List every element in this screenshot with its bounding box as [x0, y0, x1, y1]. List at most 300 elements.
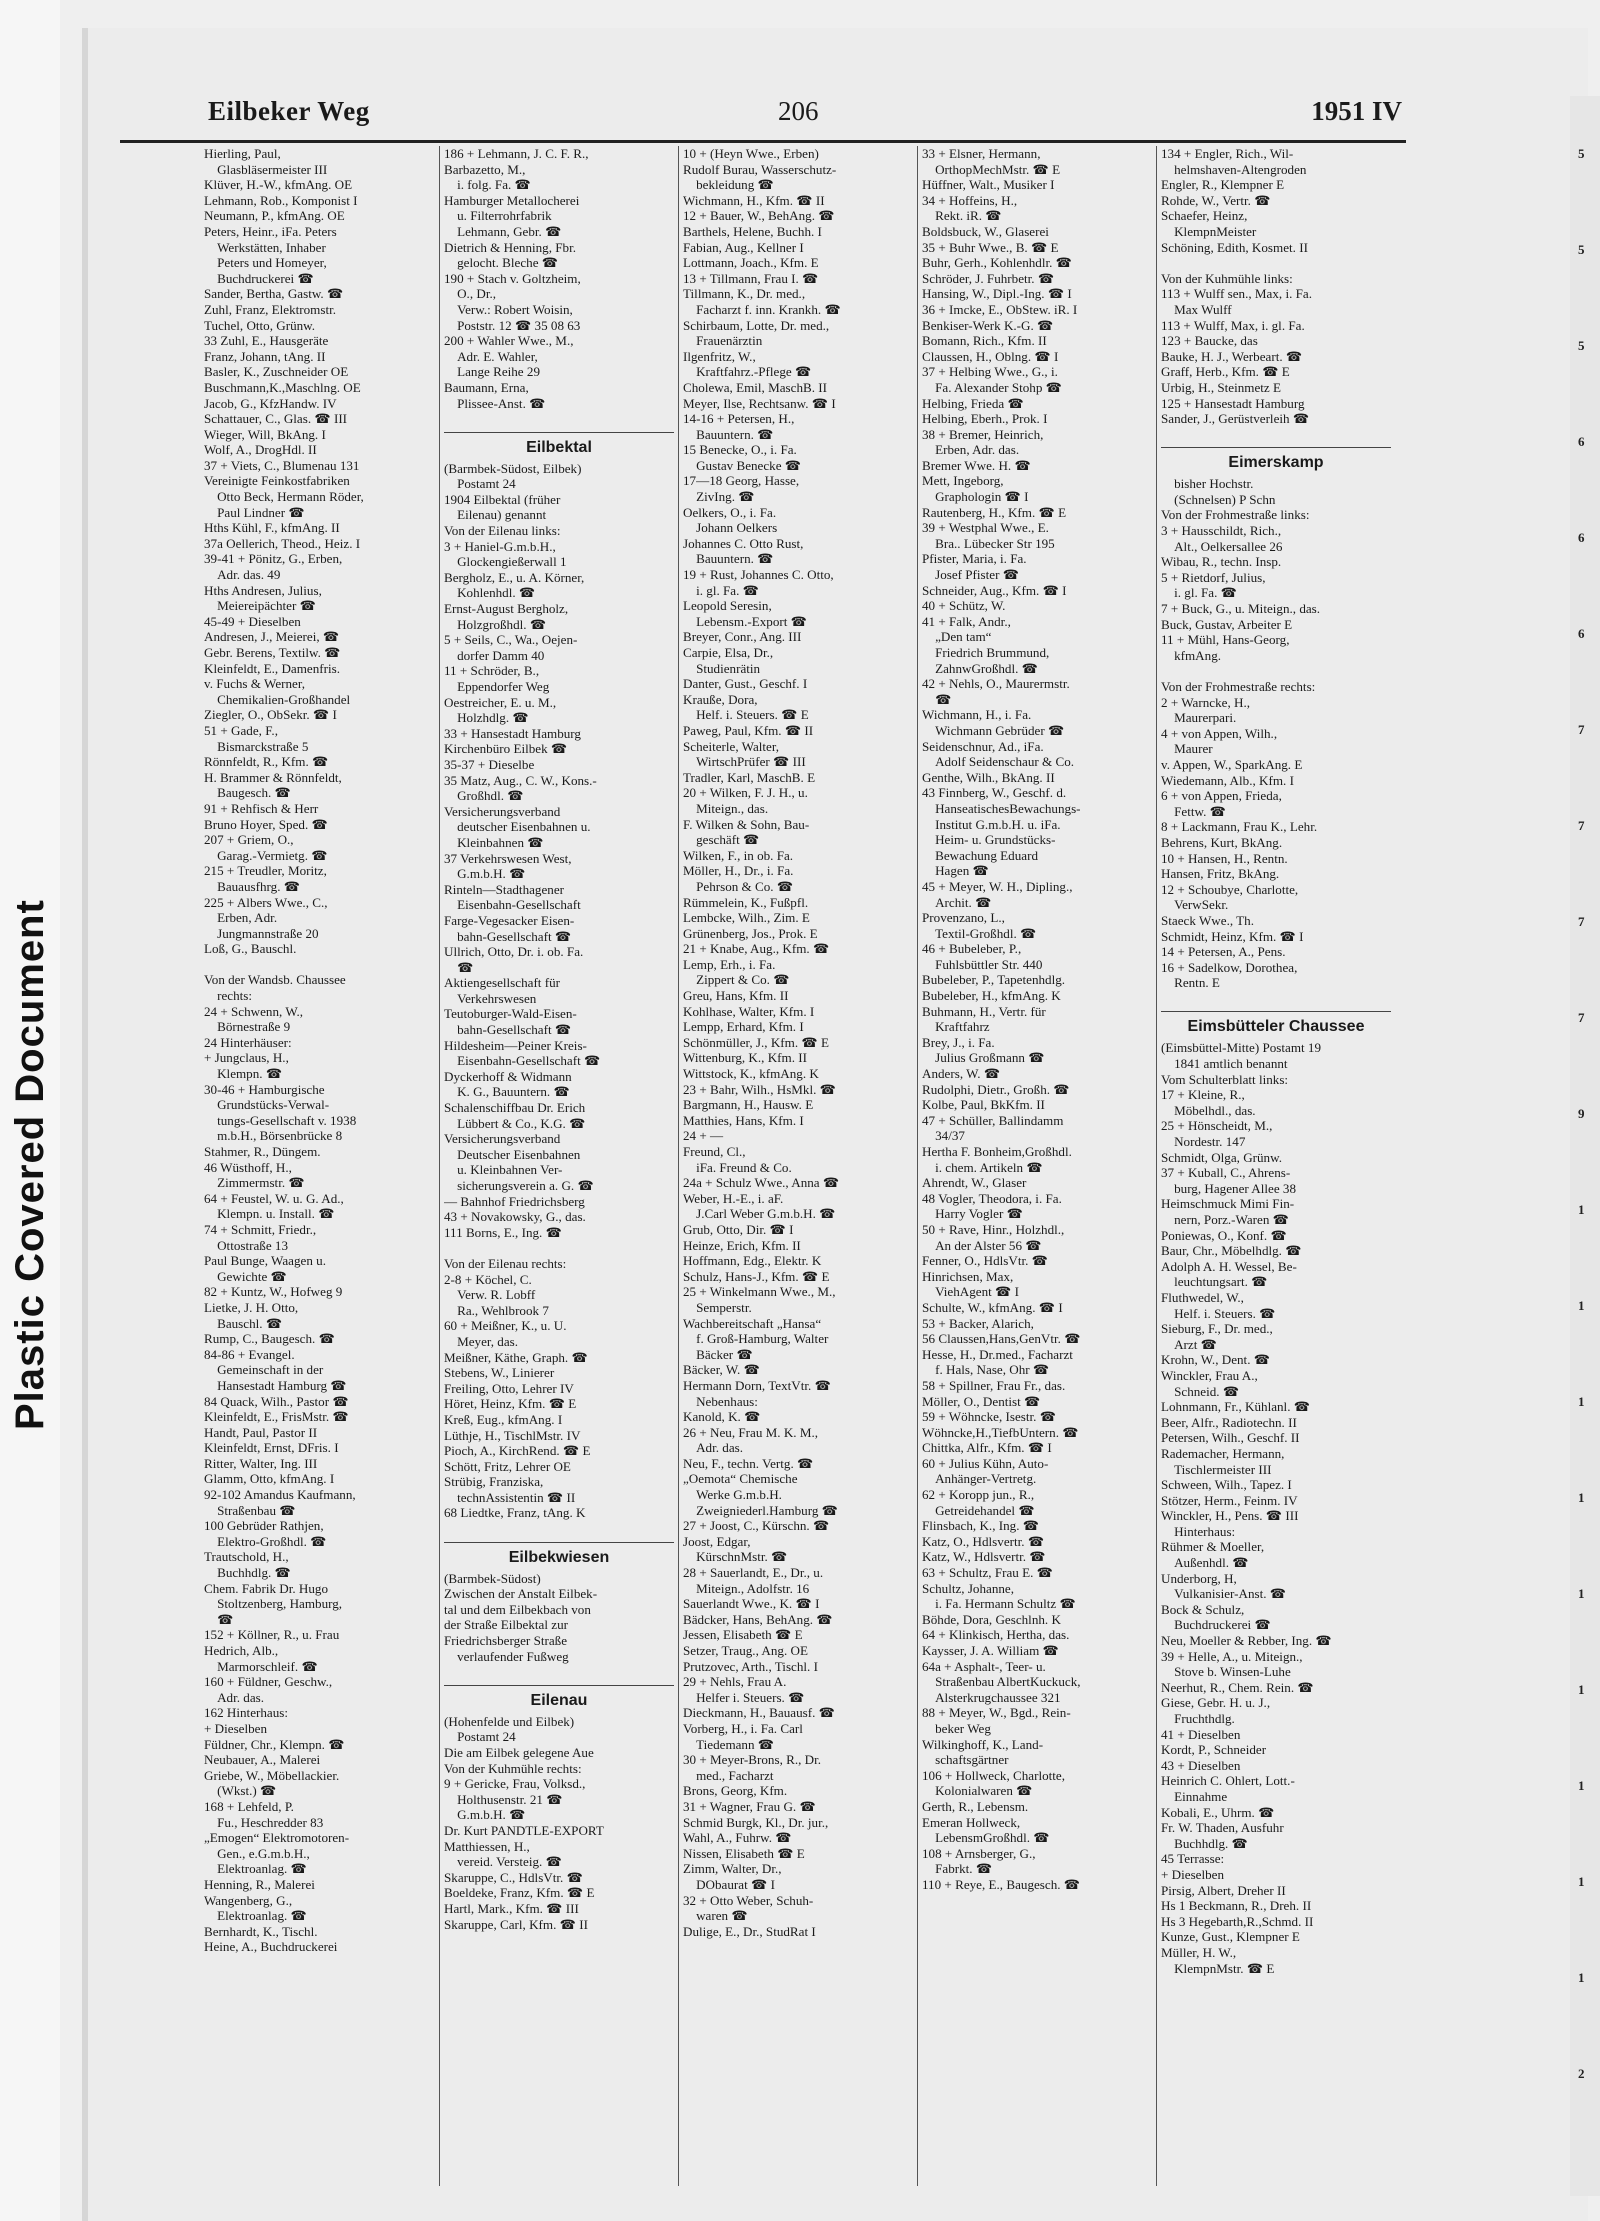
directory-entry-line: Lohnmann, Fr., Kühlanl. ☎	[1161, 1399, 1311, 1415]
directory-entry-line: Boldsbuck, W., Glaserei	[922, 223, 1049, 239]
directory-entry-line: 134 + Engler, Rich., Wil-	[1161, 146, 1294, 161]
directory-entry-line: ☎	[444, 959, 474, 975]
directory-entry-line: Werkstätten, Inhaber	[204, 239, 326, 255]
directory-entry-line: Schultz, Johanne,	[922, 1580, 1015, 1596]
directory-entry-line: Möbelhdl., das.	[1161, 1102, 1256, 1118]
directory-entry-line: Fenner, O., HdlsVtr. ☎	[922, 1253, 1048, 1269]
directory-entry-line: Wieger, Will, BkAng. I	[204, 426, 326, 442]
directory-entry-line: Zwischen der Anstalt Eilbek-	[444, 1586, 598, 1602]
directory-entry-line: Friedrich Brummund,	[922, 645, 1050, 660]
directory-entry-line: 168 + Lehfeld, P.	[204, 1798, 294, 1814]
directory-entry-line: Poniewas, O., Konf. ☎	[1161, 1227, 1287, 1243]
directory-entry-line: Hedrich, Alb.,	[204, 1643, 279, 1658]
directory-entry-line: Buhmann, H., Vertr. für	[922, 1003, 1046, 1019]
directory-entry-line: tal und dem Eilbekbach von	[444, 1601, 591, 1617]
directory-entry-line: Hs 3 Hegebarth,R.,Schmd. II	[1161, 1913, 1314, 1929]
directory-entry-line: Klempn. ☎	[204, 1066, 283, 1082]
directory-entry-line: Elektro-Großhdl. ☎	[204, 1533, 327, 1549]
directory-entry-line: Klempn. u. Install. ☎	[204, 1206, 335, 1222]
directory-entry-line	[204, 957, 435, 973]
directory-entry-line: Ottostraße 13	[204, 1237, 289, 1253]
directory-entry-line: DObaurat ☎ I	[683, 1876, 775, 1892]
directory-entry-line: K. G., Bauuntern. ☎	[444, 1084, 570, 1100]
directory-entry-line: Wittenburg, K., Kfm. II	[683, 1050, 807, 1066]
directory-entry-line: Jacob, G., KfzHandw. IV	[204, 395, 337, 411]
directory-entry-line: Katz, O., Hdlsvertr. ☎	[922, 1533, 1045, 1549]
directory-entry-line: Schulz, Hans-J., Kfm. ☎ E	[683, 1268, 830, 1284]
directory-entry-line: Schmid Burgk, Kl., Dr. jur.,	[683, 1814, 829, 1830]
directory-entry-line: der Straße Eilbektal zur	[444, 1617, 568, 1633]
directory-entry-line: beker Weg	[922, 1720, 991, 1736]
directory-entry-line: 152 + Köllner, R., u. Frau	[204, 1627, 340, 1643]
directory-entry-line: Kaysser, J. A. William ☎	[922, 1643, 1059, 1658]
directory-entry-line: Kohlenhdl. ☎	[444, 585, 536, 601]
directory-entry-line: Schaefer, Heinz,	[1161, 208, 1248, 224]
street-heading: Eilenau	[444, 1685, 674, 1712]
directory-entry-line: Lange Reihe 29	[444, 364, 540, 380]
directory-entry-line: Nissen, Elisabeth ☎ E	[683, 1845, 805, 1861]
directory-entry-line: Gebr. Berens, Textilw. ☎	[204, 645, 341, 660]
directory-entry-line: Sander, Bertha, Gastw. ☎	[204, 286, 344, 302]
directory-entry-line: 84-86 + Evangel.	[204, 1346, 295, 1362]
directory-entry-line: 60 + Meißner, K., u. U.	[444, 1318, 567, 1334]
directory-entry-line: Dieckmann, H., Bauausf. ☎	[683, 1705, 835, 1721]
directory-entry-line: KlempnMstr. ☎ E	[1161, 1960, 1275, 1976]
directory-entry-line: Urbig, H., Steinmetz E	[1161, 379, 1282, 395]
directory-entry-line: Bauke, H. J., Werbeart. ☎	[1161, 348, 1303, 364]
directory-entry-line: 63 + Schultz, Frau E. ☎	[922, 1565, 1053, 1581]
directory-entry-line: ☎	[204, 1611, 234, 1627]
directory-entry-line: Genthe, Wilh., BkAng. II	[922, 769, 1055, 785]
directory-entry-line: Von der Frohmestraße rechts:	[1161, 679, 1316, 694]
directory-entry-line: 125 + Hansestadt Hamburg	[1161, 395, 1305, 411]
directory-entry-line: Schattauer, C., Glas. ☎ III	[204, 411, 348, 427]
directory-entry-line: Buchhdlg. ☎	[1161, 1835, 1248, 1851]
directory-entry-line: Rentn. E	[1161, 975, 1220, 991]
directory-entry-line: Bubeleber, H., kfmAng. K	[922, 988, 1061, 1004]
directory-entry-line: ZahnwGroßhdl. ☎	[922, 660, 1038, 676]
directory-entry-line: Schneider, Aug., Kfm. ☎ I	[922, 582, 1067, 598]
column-2	[439, 146, 678, 2186]
directory-entry-line: Institut G.m.b.H. u. iFa.	[922, 816, 1061, 832]
directory-entry-line: Von der Eilenau links:	[444, 523, 561, 539]
directory-entry-line: KlempnMeister	[1161, 223, 1257, 239]
directory-entry-line: Kordt, P., Schneider	[1161, 1742, 1267, 1758]
directory-entry-line: 162 Hinterhaus:	[204, 1705, 289, 1721]
directory-entry-line: Jungmannstraße 20	[204, 925, 319, 941]
directory-entry-line: 39 + Helle, A., u. Miteign.,	[1161, 1648, 1303, 1664]
directory-entry-line: Tillmann, K., Dr. med.,	[683, 286, 806, 302]
directory-entry-line: Hierling, Paul,	[204, 146, 281, 161]
directory-entry-line: Underborg, H,	[1161, 1570, 1237, 1586]
directory-entry-line: rechts:	[204, 988, 252, 1004]
directory-entry-line: An der Alster 56 ☎	[922, 1237, 1042, 1253]
edge-fragment: 1	[1578, 1682, 1585, 1697]
directory-entry-line: Helfer i. Steuers. ☎	[683, 1689, 805, 1705]
directory-entry-line: Kleinbahnen ☎	[444, 834, 544, 850]
directory-entry-line: geschäft ☎	[683, 832, 760, 848]
directory-entry-line: Lüthje, H., TischlMstr. IV	[444, 1427, 581, 1443]
directory-entry-line: Hesse, H., Dr.med., Facharzt	[922, 1346, 1073, 1362]
directory-entry-line: deutscher Eisenbahnen u.	[444, 819, 591, 835]
directory-entry-line: bahn-Gesellschaft ☎	[444, 928, 572, 944]
directory-entry-line: Wilkinghoff, K., Land-	[922, 1736, 1044, 1752]
directory-entry-line: Vom Schulterblatt links:	[1161, 1071, 1289, 1087]
directory-entry-line: Barbazetto, M.,	[444, 161, 526, 177]
directory-entry-line: Beer, Alfr., Radiotechn. II	[1161, 1414, 1297, 1430]
directory-entry-line: Kolonialwaren ☎	[922, 1783, 1033, 1799]
directory-entry-line: Klüver, H.-W., kfmAng. OE	[204, 177, 353, 193]
column-1	[200, 146, 439, 2186]
directory-entry-line: Außenhdl. ☎	[1161, 1555, 1249, 1571]
directory-entry-line: Scheiterle, Walter,	[683, 738, 779, 754]
header-street: Eilbeker Weg	[208, 96, 370, 126]
directory-entry-line: — Bahnhof Friedrichsberg	[444, 1193, 585, 1209]
directory-entry-line: 3 + Hausschildt, Rich.,	[1161, 523, 1282, 539]
directory-entry-line: Aktiengesellschaft für	[444, 975, 560, 991]
directory-entry-line: Bock & Schulz,	[1161, 1601, 1245, 1617]
directory-entry-line: J.Carl Weber G.m.b.H. ☎	[683, 1206, 836, 1222]
directory-entry-line: technAssistentin ☎ II	[444, 1489, 576, 1505]
directory-entry-line: Bra.. Lübecker Str 195	[922, 535, 1055, 551]
directory-entry-line: Fluthwedel, W.,	[1161, 1289, 1244, 1305]
directory-entry-line: 9 + Gericke, Frau, Volksd.,	[444, 1776, 586, 1792]
directory-entry-line: LebensmGroßhdl. ☎	[922, 1830, 1050, 1846]
directory-entry-line: 74 + Schmitt, Friedr.,	[204, 1221, 317, 1237]
directory-entry-line: Ziegler, O., ObSekr. ☎ I	[204, 707, 337, 723]
directory-entry-line: Buhr, Gerh., Kohlenhdlr. ☎	[922, 255, 1072, 271]
directory-entry-line: Kobali, E., Uhrm. ☎	[1161, 1804, 1275, 1820]
directory-entry-line: + Dieselben	[1161, 1866, 1225, 1882]
directory-entry-line: Stebens, W., Linierer	[444, 1365, 555, 1381]
directory-entry-line: „Oemota“ Chemische	[683, 1471, 798, 1487]
directory-entry-line: schaftsgärtner	[922, 1752, 1009, 1768]
directory-entry-line: Peters, Heinr., iFa. Peters	[204, 223, 337, 239]
directory-entry-line: u. Kleinbahnen Ver-	[444, 1162, 563, 1178]
directory-entry-line: 58 + Spillner, Frau Fr., das.	[922, 1377, 1066, 1393]
directory-entry-line: Adr. das.	[683, 1440, 744, 1456]
directory-entry-line: HanseatischesBewachungs-	[922, 800, 1081, 816]
directory-entry-line: 37a Oellerich, Theod., Heiz. I	[204, 535, 361, 551]
directory-entry-line: 39 + Westphal Wwe., E.	[922, 520, 1049, 536]
directory-entry-line: 10 + (Heyn Wwe., Erben)	[683, 146, 819, 161]
directory-entry-line: Ahrendt, W., Glaser	[922, 1175, 1027, 1191]
directory-entry-line: Bruno Hoyer, Sped. ☎	[204, 816, 328, 832]
directory-entry-line: verlaufender Fußweg	[444, 1648, 569, 1664]
directory-entry-line: Hamburger Metallocherei	[444, 192, 580, 208]
directory-entry-line: 5 + Rietdorf, Julius,	[1161, 569, 1266, 585]
directory-entry-line: Heimschmuck Mimi Fin-	[1161, 1196, 1295, 1212]
directory-entry-line: Marmorschleif. ☎	[204, 1658, 318, 1674]
directory-entry-line	[444, 1664, 674, 1680]
directory-entry-line: 215 + Treudler, Moritz,	[204, 863, 327, 879]
directory-entry-line: Rudolf Burau, Wasserschutz-	[683, 161, 837, 177]
directory-entry-line: Pioch, A., KirchRend. ☎ E	[444, 1443, 591, 1459]
directory-entry-line: Von der Frohmestraße links:	[1161, 507, 1310, 523]
directory-entry-line: Wichmann, H., Kfm. ☎ II	[683, 192, 825, 208]
directory-entry-line: Rump, C., Baugesch. ☎	[204, 1331, 335, 1347]
directory-entry-line: Graphologin ☎ I	[922, 489, 1029, 505]
directory-entry-line: OrthopMechMstr. ☎ E	[922, 161, 1061, 177]
directory-entry-line: Handt, Paul, Pastor II	[204, 1424, 318, 1440]
directory-entry-line: 14-16 + Petersen, H.,	[683, 411, 795, 427]
directory-entry-line: Fa. Alexander Stohp ☎	[922, 379, 1062, 395]
directory-entry-line: Adolph A. H. Wessel, Be-	[1161, 1258, 1297, 1274]
directory-entry-line: 17 + Kleine, R.,	[1161, 1087, 1245, 1103]
directory-entry-line: Bismarckstraße 5	[204, 738, 309, 754]
directory-entry-line: Graff, Herb., Kfm. ☎ E	[1161, 364, 1290, 380]
directory-entry-line: Schneid. ☎	[1161, 1383, 1240, 1399]
directory-entry-line: Harry Vogler ☎	[922, 1206, 1023, 1222]
directory-entry-line: Paul Lindner ☎	[204, 504, 305, 520]
directory-entry-line: 41 + Falk, Andr.,	[922, 613, 1011, 629]
directory-entry-line: Fuhlsbüttler Str. 440	[922, 956, 1043, 972]
directory-entry-line: Ullrich, Otto, Dr. i. ob. Fa.	[444, 944, 584, 960]
directory-entry-line: G.m.b.H. ☎	[444, 866, 526, 882]
directory-entry-line: Zimm, Walter, Dr.,	[683, 1861, 782, 1877]
directory-entry-line: Elektroanlag. ☎	[204, 1908, 307, 1924]
directory-entry-line: 45 + Meyer, W. H., Dipling.,	[922, 878, 1073, 894]
directory-entry-line: kfmAng.	[1161, 647, 1222, 663]
directory-entry-line: Lietke, J. H. Otto,	[204, 1299, 299, 1315]
directory-entry-line: Benkiser-Werk K.-G. ☎	[922, 317, 1054, 333]
directory-entry-line: Börnestraße 9	[204, 1019, 291, 1035]
directory-entry-line: 30 + Meyer-Brons, R., Dr.	[683, 1752, 822, 1768]
directory-entry-line: Skaruppe, Carl, Kfm. ☎ II	[444, 1916, 588, 1932]
directory-entry-line: Zuhl, Franz, Elektromstr.	[204, 301, 337, 317]
directory-entry-line: Zippert & Co. ☎	[683, 972, 790, 988]
directory-entry-line: 30-46 + Hamburgische	[204, 1081, 325, 1097]
directory-entry-line: 42 + Nehls, O., Maurermstr.	[922, 676, 1070, 692]
directory-entry-line: Poststr. 12 ☎ 35 08 63	[444, 317, 581, 333]
edge-fragment: 5	[1578, 146, 1585, 161]
directory-entry-line: Buchdruckerei ☎	[204, 270, 314, 286]
directory-entry-line: Fabrkt. ☎	[922, 1861, 993, 1877]
directory-entry-line: Rekt. iR. ☎	[922, 208, 1002, 224]
directory-entry-line: 160 + Füldner, Geschw.,	[204, 1674, 333, 1690]
directory-entry-line: 45 Terrasse:	[1161, 1851, 1225, 1867]
directory-entry-line: 108 + Arnsberger, G.,	[922, 1845, 1036, 1861]
directory-entry-line: ZivIng. ☎	[683, 489, 755, 505]
edge-fragment: 1	[1578, 1970, 1585, 1985]
directory-entry-line: Krauße, Dora,	[683, 691, 758, 707]
directory-entry-line: Paul Bunge, Waagen u.	[204, 1253, 326, 1269]
directory-entry-line: Hoffmann, Edg., Elektr. K	[683, 1253, 822, 1269]
directory-entry-line: 88 + Meyer, W., Bgd., Rein-	[922, 1705, 1071, 1721]
directory-entry-line: Johannes C. Otto Rust,	[683, 535, 804, 551]
directory-entry-line: Ernst-August Bergholz,	[444, 601, 569, 617]
directory-entry-line: Kleinfeldt, E., FrisMstr. ☎	[204, 1409, 349, 1425]
directory-entry-line: Erben, Adr.	[204, 910, 278, 926]
directory-entry-line: v. Appen, W., SparkAng. E	[1161, 756, 1303, 772]
directory-entry-line: gelocht. Bleche ☎	[444, 255, 559, 271]
directory-entry-line: 39-41 + Pönitz, G., Erben,	[204, 551, 343, 567]
directory-entry-line: Müller, H. W.,	[1161, 1944, 1237, 1960]
directory-entry-line: Lemp, Erh., i. Fa.	[683, 956, 776, 972]
directory-entry-line: Pehrson & Co. ☎	[683, 878, 794, 894]
directory-entry-line: 200 + Wahler Wwe., M.,	[444, 333, 574, 349]
directory-entry-line: 28 + Sauerlandt, E., Dr., u.	[683, 1565, 824, 1581]
directory-entry-line: Rademacher, Hermann,	[1161, 1445, 1285, 1461]
directory-entry-line: Einnahme	[1161, 1788, 1228, 1804]
directory-entry-line: Ra., Wehlbrook 7	[444, 1302, 549, 1318]
directory-entry-line: Hansestadt Hamburg ☎	[204, 1377, 347, 1393]
edge-fragment: 1	[1578, 1778, 1585, 1793]
directory-entry-line: Kunze, Gust., Klempner E	[1161, 1929, 1300, 1945]
directory-entry-line: Breyer, Conr., Ang. III	[683, 629, 802, 645]
directory-entry-line: Alt., Oelkersallee 26	[1161, 538, 1283, 554]
directory-entry-line: Heine, A., Buchdruckerei	[204, 1939, 338, 1955]
directory-entry-line: (Barmbek-Südost)	[444, 1570, 541, 1586]
directory-entry-line: Frauenärztin	[683, 333, 763, 349]
directory-entry-line: Alsterkrugchaussee 321	[922, 1689, 1061, 1705]
directory-entry-line: Glockengießerwall 1	[444, 554, 567, 570]
directory-entry-line: Glamm, Otto, kfmAng. I	[204, 1471, 335, 1487]
directory-entry-line: Behrens, Kurt, BkAng.	[1161, 834, 1283, 850]
directory-entry-line: 11 + Schröder, B.,	[444, 663, 540, 679]
directory-entry-line: Jessen, Elisabeth ☎ E	[683, 1627, 803, 1643]
directory-entry-line: Chittka, Alfr., Kfm. ☎ I	[922, 1440, 1052, 1456]
directory-entry-line: 46 Wüsthoff, H.,	[204, 1159, 292, 1175]
directory-columns	[200, 146, 1414, 2186]
directory-entry-line: Wittstock, K., kfmAng. K	[683, 1066, 819, 1082]
directory-entry-line: 35 Matz, Aug., C. W., Kons.-	[444, 772, 597, 788]
directory-entry-line: „Den tam“	[922, 629, 992, 645]
directory-entry-line: 12 + Bauer, W., BehAng. ☎	[683, 208, 835, 224]
directory-entry-line: iFa. Freund & Co.	[683, 1159, 792, 1175]
directory-entry-line: Möller, O., Dentist ☎	[922, 1393, 1041, 1409]
directory-entry-line	[1161, 427, 1391, 443]
edge-fragment: 5	[1578, 338, 1585, 353]
directory-entry-line: Elektroanlag. ☎	[204, 1861, 307, 1877]
directory-entry-line: Hansing, W., Dipl.-Ing. ☎ I	[922, 286, 1072, 302]
directory-entry-line: Wilken, F., in ob. Fa.	[683, 847, 794, 863]
directory-entry-line: Heim- u. Grundstücks-	[922, 832, 1056, 848]
directory-entry-line: Meißner, Käthe, Graph. ☎	[444, 1349, 588, 1365]
directory-entry-line: Lehmann, Gebr. ☎	[444, 223, 562, 239]
directory-entry-line: Meyer, Ilse, Rechtsanw. ☎ I	[683, 395, 836, 411]
directory-entry-line: ViehAgent ☎ I	[922, 1284, 1019, 1300]
directory-entry-line: Sieburg, F., Dr. med.,	[1161, 1321, 1273, 1337]
directory-entry-line: Ilgenfritz, W.,	[683, 348, 756, 364]
directory-entry-line: Hildesheim—Peiner Kreis-	[444, 1037, 587, 1053]
directory-entry-line: Lempp, Erhard, Kfm. I	[683, 1019, 804, 1035]
directory-entry-line: Sander, J., Gerüstverleih ☎	[1161, 411, 1310, 427]
directory-entry-line: Krohn, W., Dent. ☎	[1161, 1352, 1271, 1368]
directory-entry-line: dorfer Damm 40	[444, 647, 545, 663]
directory-entry-line: 46 + Bubeleber, P.,	[922, 941, 1022, 957]
directory-entry-line: 26 + Neu, Frau M. K. M.,	[683, 1424, 819, 1440]
street-heading: Eilbektal	[444, 432, 674, 459]
directory-entry-line: Buck, Gustav, Arbeiter E	[1161, 616, 1293, 632]
directory-entry-line: Eppendorfer Weg	[444, 679, 550, 694]
directory-entry-line: Bernhardt, K., Tischl.	[204, 1923, 318, 1939]
directory-entry-line: Fettw. ☎	[1161, 803, 1226, 819]
directory-entry-line: Strübig, Franziska,	[444, 1474, 544, 1490]
column-3	[678, 146, 917, 2186]
directory-entry-line: Kirchenbüro Eilbek ☎	[444, 741, 568, 757]
directory-entry-line: 4 + von Appen, Wilh.,	[1161, 725, 1278, 741]
directory-entry-line: i. Fa. Hermann Schultz ☎	[922, 1596, 1076, 1612]
directory-entry-line: Stötzer, Herm., Feinm. IV	[1161, 1492, 1298, 1508]
directory-entry-line: Hansen, Fritz, BkAng.	[1161, 866, 1280, 882]
directory-entry-line: Greu, Hans, Kfm. II	[683, 988, 789, 1004]
directory-entry-line: f. Groß-Hamburg, Walter	[683, 1331, 829, 1347]
directory-entry-line: Hagen ☎	[922, 863, 989, 879]
directory-entry-line: 91 + Rehfisch & Herr	[204, 800, 319, 816]
directory-entry-line: Hinterhaus:	[1161, 1523, 1236, 1539]
directory-entry-line: 34/37	[922, 1128, 965, 1144]
directory-entry-line: Höret, Heinz, Kfm. ☎ E	[444, 1396, 577, 1412]
directory-entry-line: Peters und Homeyer,	[204, 255, 327, 271]
directory-entry-line: 27 + Joost, C., Kürschn. ☎	[683, 1518, 830, 1534]
directory-entry-line: Rümmelein, K., Fußpfl.	[683, 894, 809, 910]
directory-entry-line: 33 Zuhl, E., Hausgeräte	[204, 333, 329, 349]
directory-entry-line: Postamt 24	[444, 476, 516, 492]
directory-entry-line: Bremer Wwe. H. ☎	[922, 457, 1031, 473]
directory-entry-line: Prutzovec, Arth., Tischl. I	[683, 1658, 818, 1674]
directory-entry-line: 29 + Nehls, Frau A.	[683, 1674, 787, 1690]
directory-entry-line: 33 + Hansestadt Hamburg	[444, 725, 581, 741]
directory-entry-line: Wahl, A., Fuhrw. ☎	[683, 1830, 792, 1846]
directory-entry-line: 43 Finnberg, W., Geschf. d.	[922, 785, 1067, 801]
directory-entry-line: Teutoburger-Wald-Eisen-	[444, 1006, 577, 1022]
directory-entry-line: 64 + Feustel, W. u. G. Ad.,	[204, 1190, 344, 1206]
directory-entry-line: 23 + Bahr, Wilh., HsMkl. ☎	[683, 1081, 836, 1097]
directory-entry-line: Rohde, W., Vertr. ☎	[1161, 192, 1271, 208]
directory-entry-line: Bomann, Rich., Kfm. II	[922, 333, 1047, 349]
directory-entry-line: Zimmermstr. ☎	[204, 1175, 305, 1191]
directory-entry-line: Adr. das.	[204, 1689, 265, 1705]
edge-fragment: 9	[1578, 1106, 1585, 1121]
directory-entry-line: Holzhdlg. ☎	[444, 710, 529, 726]
directory-entry-line: Lebensm.-Export ☎	[683, 613, 807, 629]
directory-entry-line: Provenzano, L.,	[922, 910, 1005, 926]
directory-entry-line: Bewachung Eduard	[922, 847, 1038, 863]
edge-fragment: 1	[1578, 1490, 1585, 1505]
directory-entry-line: 14 + Petersen, A., Pens.	[1161, 944, 1286, 960]
directory-entry-line: Lottmann, Joach., Kfm. E	[683, 255, 819, 271]
directory-entry-line: Helbing, Frieda ☎	[922, 395, 1024, 411]
edge-fragment: 1	[1578, 1202, 1585, 1217]
directory-entry-line: Fruchthdlg.	[1161, 1711, 1235, 1726]
directory-entry-line: 110 + Reye, E., Baugesch. ☎	[922, 1876, 1081, 1892]
directory-entry-line: 45-49 + Dieselben	[204, 613, 301, 629]
directory-entry-line: v. Fuchs & Werner,	[204, 676, 305, 692]
directory-entry-line: Skaruppe, C., HdlsVtr. ☎	[444, 1869, 583, 1885]
directory-entry-line: Bauuntern. ☎	[683, 426, 774, 442]
directory-entry-line: u. Filterrohrfabrik	[444, 208, 552, 224]
directory-entry-line: Dr. Kurt PANDTLE-EXPORT	[444, 1822, 604, 1838]
directory-entry-line: 3 + Haniel-G.m.b.H.,	[444, 538, 556, 554]
directory-entry-line: Möller, H., Dr., i. Fa.	[683, 863, 794, 879]
directory-entry-line: 25 + Hönscheidt, M.,	[1161, 1118, 1273, 1134]
directory-entry-line: (Barmbek-Südost, Eilbek)	[444, 460, 582, 476]
directory-entry-line: 37 + Helbing Wwe., G., i.	[922, 364, 1058, 380]
directory-entry-line: Adr. das. 49	[204, 567, 281, 583]
directory-entry-line: Kohlhase, Walter, Kfm. I	[683, 1003, 815, 1019]
directory-entry-line: tungs-Gesellschaft v. 1938	[204, 1112, 357, 1128]
directory-entry-line: Tiedemann ☎	[683, 1736, 775, 1752]
directory-entry-line: Neu, Moeller & Rebber, Ing. ☎	[1161, 1633, 1332, 1649]
edge-fragment: 1	[1578, 1298, 1585, 1313]
directory-entry-line: 186 + Lehmann, J. C. F. R.,	[444, 146, 589, 161]
directory-entry-line: Verw.: Robert Woisin,	[444, 301, 573, 317]
edge-fragment: 1	[1578, 1874, 1585, 1889]
directory-entry-line	[444, 1240, 674, 1256]
directory-entry-line: Sauerlandt Wwe., K. ☎ I	[683, 1596, 820, 1612]
directory-entry-line: Bauausfhrg. ☎	[204, 878, 301, 894]
